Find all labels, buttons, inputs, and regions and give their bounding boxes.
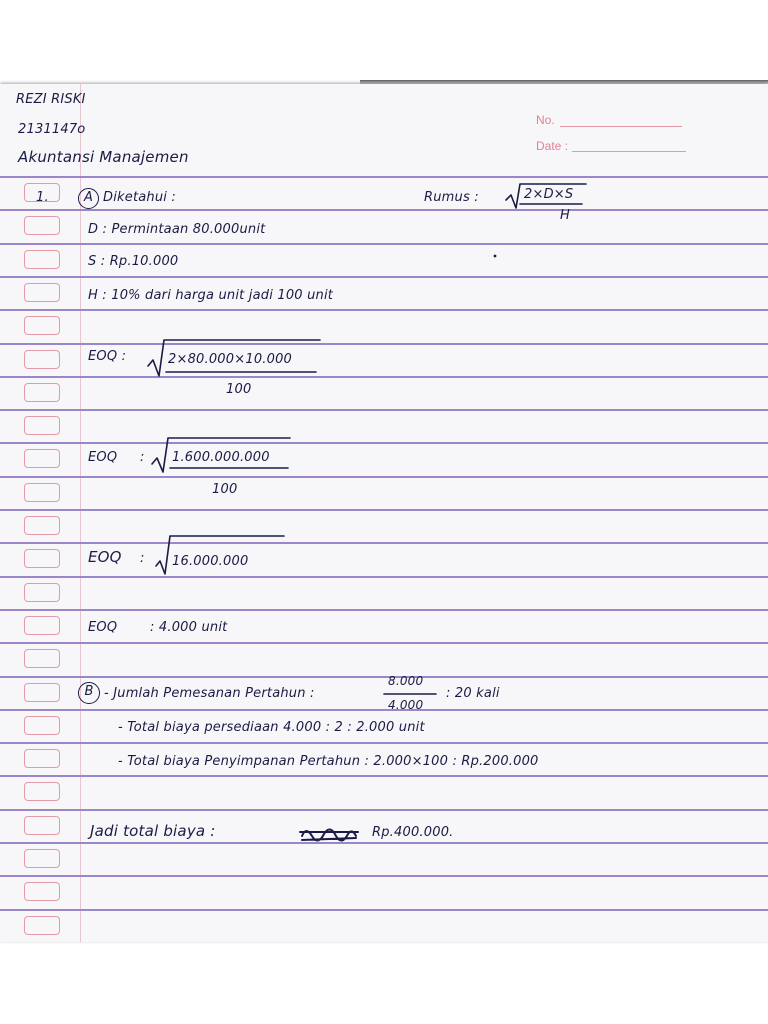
eoq-result-value: : 4.000 unit	[150, 620, 228, 635]
eoq-step1-denominator: 100	[226, 382, 252, 397]
part-b-marker: B	[78, 682, 100, 704]
known-heading: Diketahui :	[103, 190, 177, 205]
date-label: Date :	[536, 139, 569, 153]
orders-denominator: 4.000	[388, 698, 424, 712]
notebook-page	[0, 84, 768, 942]
eoq-step3-sep: :	[140, 551, 145, 566]
conclusion-prefix: Jadi total biaya :	[90, 822, 216, 840]
pen-marks	[0, 84, 768, 942]
no-label: No.	[536, 113, 555, 127]
formula-label: Rumus :	[424, 190, 479, 205]
eoq-step2-radical	[152, 438, 290, 472]
course-title: Akuntansi Manajemen	[18, 148, 189, 166]
eoq-step1-radical	[148, 340, 320, 376]
orders-per-year-text: - Jumlah Pemesanan Pertahun :	[104, 686, 315, 701]
eoq-step3-radical	[156, 536, 284, 574]
student-id: 2131147o	[18, 122, 86, 137]
conclusion-value: Rp.400.000.	[372, 825, 454, 840]
eoq-step1-label: EOQ :	[88, 349, 127, 364]
ordering-cost-line: S : Rp.10.000	[88, 254, 179, 269]
holding-cost-total-line: - Total biaya Penyimpanan Pertahun : 2.000×100 : Rp.200.000	[118, 754, 539, 769]
orders-result: : 20 kali	[446, 686, 500, 701]
holding-cost-line: H : 10% dari harga unit jadi 100 unit	[88, 288, 334, 303]
eoq-step3-value: 16.000.000	[172, 554, 249, 569]
demand-line: D : Permintaan 80.000unit	[88, 222, 266, 237]
crossed-out-value	[300, 829, 358, 840]
eoq-step3-label: EOQ	[88, 548, 122, 566]
eoq-step2-label: EOQ	[88, 450, 118, 465]
eoq-step1-numerator: 2×80.000×10.000	[168, 352, 293, 367]
formula-denominator: H	[560, 208, 570, 223]
ink-dot	[494, 255, 497, 258]
orders-numerator: 8.000	[388, 674, 424, 688]
eoq-result-label: EOQ	[88, 620, 118, 635]
inventory-cost-line: - Total biaya persediaan 4.000 : 2 : 2.000 unit	[118, 720, 425, 735]
eoq-step2-numerator: 1.600.000.000	[172, 450, 270, 465]
question-number: 1.	[36, 190, 49, 205]
student-name: REZI RISKI	[16, 92, 86, 107]
eoq-step2-sep: :	[140, 450, 145, 465]
part-a-marker: A	[78, 188, 99, 209]
eoq-step2-denominator: 100	[212, 482, 238, 497]
formula-numerator: 2×D×S	[524, 187, 574, 202]
